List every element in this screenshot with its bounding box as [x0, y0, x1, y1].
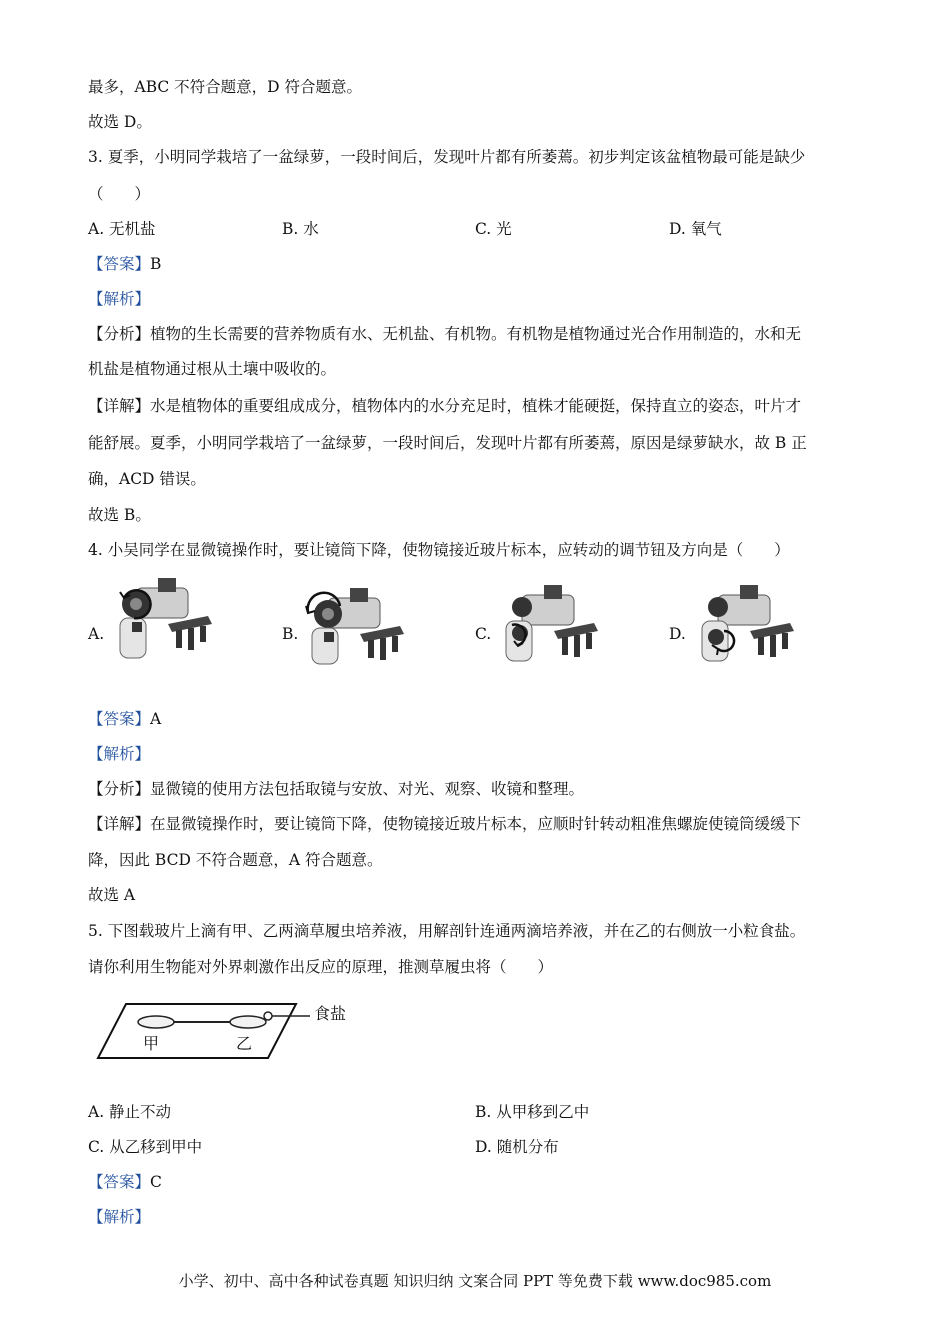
option-c: C. 光 [475, 220, 512, 238]
answer-line [88, 254, 161, 274]
text-line: 能舒展。夏季，小明同学栽培了一盆绿萝，一段时间后，发现叶片都有所萎蔫，原因是绿萝缺水，故 B 正 [88, 434, 807, 452]
option-c: C. [475, 625, 492, 643]
microscope-c-image [494, 585, 604, 667]
label-yi: 乙 [236, 1034, 253, 1053]
microscope-d-image [690, 585, 800, 667]
detail-line [88, 814, 801, 834]
page-footer: 小学、初中、高中各种试卷真题 知识归纳 文案合同 PPT 等免费下载 www.doc985.com [178, 1272, 772, 1290]
analysis-text: 显微镜的使用方法包括取镜与安放、对光、观察、收镜和整理。 [150, 780, 585, 798]
analysis-text: 植物的生长需要的营养物质有水、无机盐、有机物。有机物是植物通过光合作用制造的，水和无 [150, 325, 802, 343]
text-line: 故选 B。 [88, 506, 151, 524]
analysis-label: 【分析】 [88, 325, 151, 343]
option-b: B. [282, 625, 299, 643]
detail-text: 水是植物体的重要组成成分，植物体内的水分充足时，植株才能硬挺，保持直立的姿态，叶片才 [150, 397, 802, 415]
detail-text: 在显微镜操作时，要让镜筒下降，使物镜接近玻片标本，应顺时针转动粗准焦螺旋使镜筒缓缓下 [150, 815, 802, 833]
text-line: 请你利用生物能对外界刺激作出反应的原理，推测草履虫将（ ） [88, 958, 554, 976]
question-5: 5. 下图载玻片上滴有甲、乙两滴草履虫培养液，用解剖针连通两滴培养液，并在乙的右侧放一小粒食盐。 [88, 922, 806, 940]
option-a: A. 无机盐 [88, 220, 156, 238]
answer-tag: 【答案】 [88, 1173, 151, 1191]
text-line: 故选 D。 [88, 113, 152, 131]
detail-label: 【详解】 [88, 815, 151, 833]
microscope-b-image [300, 588, 410, 670]
text-line: 故选 A [88, 886, 136, 904]
text-line: 降，因此 BCD 不符合题意，A 符合题意。 [88, 851, 383, 869]
answer-value: C [150, 1173, 162, 1191]
answer-paren: （ ） [88, 185, 151, 203]
answer-value: A [150, 710, 162, 728]
analysis-label: 【分析】 [88, 780, 151, 798]
option-b: B. 从甲移到乙中 [475, 1103, 590, 1121]
text-line: 机盐是植物通过根从土壤中吸收的。 [88, 360, 337, 378]
answer-tag: 【答案】 [88, 255, 151, 273]
option-d: D. 氧气 [669, 220, 722, 238]
analysis-tag: 【解析】 [88, 290, 151, 308]
text-line: 确，ACD 错误。 [88, 470, 206, 488]
option-d: D. 随机分布 [475, 1138, 559, 1156]
label-jia: 甲 [143, 1034, 160, 1053]
answer-line [88, 709, 161, 729]
analysis-line [88, 324, 801, 344]
label-salt: 食盐 [314, 1004, 347, 1023]
option-c: C. 从乙移到甲中 [88, 1138, 203, 1156]
analysis-tag: 【解析】 [88, 1208, 151, 1226]
option-b: B. 水 [282, 220, 319, 238]
answer-value: B [150, 255, 162, 273]
question-4: 4. 小吴同学在显微镜操作时，要让镜筒下降，使物镜接近玻片标本，应转动的调节钮及方向是（ ） [88, 541, 790, 559]
option-d: D. [669, 625, 686, 643]
answer-line [88, 1172, 162, 1192]
microscope-a-image [108, 578, 218, 660]
detail-label: 【详解】 [88, 397, 151, 415]
detail-line [88, 396, 801, 416]
text-line: 最多，ABC 不符合题意，D 符合题意。 [88, 78, 363, 96]
option-a: A. [88, 625, 105, 643]
question-3: 3. 夏季，小明同学栽培了一盆绿萝，一段时间后，发现叶片都有所萎蔫。初步判定该盆植物最可能是缺少 [88, 148, 806, 166]
option-a: A. 静止不动 [88, 1103, 172, 1121]
analysis-tag: 【解析】 [88, 745, 151, 763]
answer-tag: 【答案】 [88, 710, 151, 728]
analysis-line [88, 779, 584, 799]
